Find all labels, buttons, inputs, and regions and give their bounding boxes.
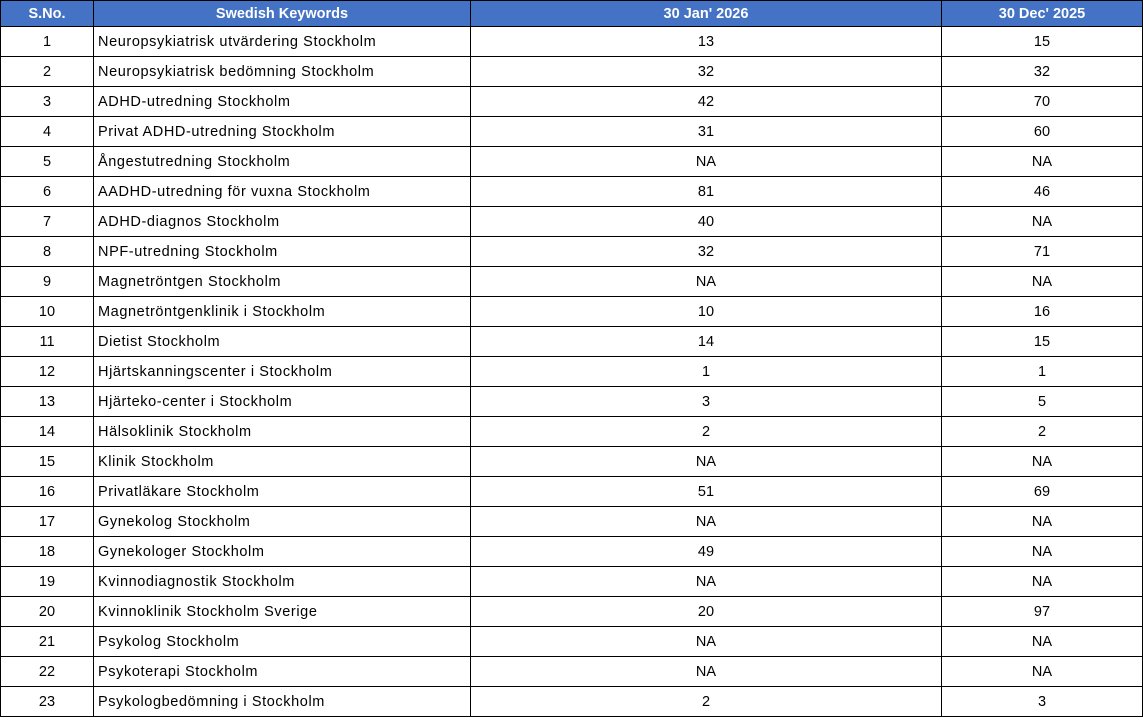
cell-jan: NA: [471, 627, 942, 657]
cell-jan: 13: [471, 27, 942, 57]
cell-keyword: Gynekologer Stockholm: [94, 537, 471, 567]
cell-dec: 71: [942, 237, 1143, 267]
cell-dec: NA: [942, 567, 1143, 597]
cell-dec: NA: [942, 537, 1143, 567]
cell-jan: 51: [471, 477, 942, 507]
header-jan-2026: 30 Jan' 2026: [471, 1, 942, 27]
cell-dec: 16: [942, 297, 1143, 327]
cell-sno: 1: [1, 27, 94, 57]
cell-jan: 3: [471, 387, 942, 417]
cell-jan: 14: [471, 327, 942, 357]
cell-keyword: Magnetröntgen Stockholm: [94, 267, 471, 297]
cell-jan: NA: [471, 567, 942, 597]
table-row: [1, 627, 1143, 657]
cell-keyword: Hjärteko-center i Stockholm: [94, 387, 471, 417]
cell-keyword: Kvinnoklinik Stockholm Sverige: [94, 597, 471, 627]
cell-sno: 22: [1, 657, 94, 687]
cell-sno: 2: [1, 57, 94, 87]
cell-dec: 15: [942, 27, 1143, 57]
cell-dec: NA: [942, 507, 1143, 537]
cell-keyword: Kvinnodiagnostik Stockholm: [94, 567, 471, 597]
cell-dec: 97: [942, 597, 1143, 627]
cell-dec: NA: [942, 207, 1143, 237]
cell-jan: NA: [471, 147, 942, 177]
cell-dec: 15: [942, 327, 1143, 357]
cell-sno: 5: [1, 147, 94, 177]
table-row: [1, 597, 1143, 627]
table-row: [1, 477, 1143, 507]
cell-dec: 60: [942, 117, 1143, 147]
cell-sno: 9: [1, 267, 94, 297]
table-row: [1, 177, 1143, 207]
cell-jan: NA: [471, 447, 942, 477]
cell-sno: 13: [1, 387, 94, 417]
table-row: [1, 507, 1143, 537]
cell-jan: 42: [471, 87, 942, 117]
cell-keyword: Magnetröntgenklinik i Stockholm: [94, 297, 471, 327]
cell-dec: 3: [942, 687, 1143, 717]
header-keyword: Swedish Keywords: [94, 1, 471, 27]
cell-dec: 46: [942, 177, 1143, 207]
cell-jan: 81: [471, 177, 942, 207]
cell-keyword: Dietist Stockholm: [94, 327, 471, 357]
cell-sno: 21: [1, 627, 94, 657]
cell-keyword: Psykoterapi Stockholm: [94, 657, 471, 687]
cell-sno: 3: [1, 87, 94, 117]
table-row: [1, 117, 1143, 147]
cell-dec: 2: [942, 417, 1143, 447]
cell-keyword: Klinik Stockholm: [94, 447, 471, 477]
cell-sno: 14: [1, 417, 94, 447]
cell-keyword: Gynekolog Stockholm: [94, 507, 471, 537]
cell-keyword: ADHD-diagnos Stockholm: [94, 207, 471, 237]
cell-dec: NA: [942, 267, 1143, 297]
cell-dec: 1: [942, 357, 1143, 387]
cell-sno: 11: [1, 327, 94, 357]
cell-dec: 69: [942, 477, 1143, 507]
cell-sno: 4: [1, 117, 94, 147]
cell-keyword: Psykologbedömning i Stockholm: [94, 687, 471, 717]
table-row: [1, 147, 1143, 177]
cell-sno: 16: [1, 477, 94, 507]
cell-jan: 32: [471, 57, 942, 87]
cell-sno: 7: [1, 207, 94, 237]
table-header-row: [1, 1, 1143, 27]
cell-jan: 20: [471, 597, 942, 627]
cell-jan: 10: [471, 297, 942, 327]
cell-sno: 12: [1, 357, 94, 387]
cell-keyword: Neuropsykiatrisk bedömning Stockholm: [94, 57, 471, 87]
cell-keyword: Neuropsykiatrisk utvärdering Stockholm: [94, 27, 471, 57]
table-body: [1, 0, 1143, 717]
cell-dec: NA: [942, 147, 1143, 177]
cell-keyword: Ångestutredning Stockholm: [94, 147, 471, 177]
cell-sno: 15: [1, 447, 94, 477]
cell-jan: 2: [471, 417, 942, 447]
cell-jan: 2: [471, 687, 942, 717]
cell-keyword: Hjärtskanningscenter i Stockholm: [94, 357, 471, 387]
table-row: [1, 27, 1143, 57]
cell-jan: NA: [471, 657, 942, 687]
cell-sno: 17: [1, 507, 94, 537]
cell-sno: 10: [1, 297, 94, 327]
cell-dec: 32: [942, 57, 1143, 87]
table-row: [1, 357, 1143, 387]
cell-dec: NA: [942, 627, 1143, 657]
cell-jan: 32: [471, 237, 942, 267]
cell-dec: NA: [942, 447, 1143, 477]
cell-keyword: ADHD-utredning Stockholm: [94, 87, 471, 117]
cell-keyword: Hälsoklinik Stockholm: [94, 417, 471, 447]
table-row: [1, 327, 1143, 357]
cell-jan: NA: [471, 507, 942, 537]
table-row: [1, 387, 1143, 417]
cell-keyword: Privat ADHD-utredning Stockholm: [94, 117, 471, 147]
cell-jan: 1: [471, 357, 942, 387]
cell-keyword: Psykolog Stockholm: [94, 627, 471, 657]
cell-jan: 31: [471, 117, 942, 147]
cell-sno: 8: [1, 237, 94, 267]
cell-keyword: Privatläkare Stockholm: [94, 477, 471, 507]
table-row: [1, 267, 1143, 297]
table-row: [1, 57, 1143, 87]
table-row: [1, 687, 1143, 717]
table-row: [1, 537, 1143, 567]
cell-sno: 6: [1, 177, 94, 207]
header-dec-2025: 30 Dec' 2025: [942, 1, 1143, 27]
cell-sno: 23: [1, 687, 94, 717]
table-row: [1, 567, 1143, 597]
table-row: [1, 87, 1143, 117]
cell-sno: 18: [1, 537, 94, 567]
cell-sno: 19: [1, 567, 94, 597]
cell-keyword: NPF-utredning Stockholm: [94, 237, 471, 267]
cell-dec: 70: [942, 87, 1143, 117]
cell-jan: 40: [471, 207, 942, 237]
header-sno: S.No.: [1, 1, 94, 27]
table-row: [1, 447, 1143, 477]
table-row: [1, 417, 1143, 447]
cell-dec: NA: [942, 657, 1143, 687]
cell-dec: 5: [942, 387, 1143, 417]
cell-sno: 20: [1, 597, 94, 627]
table-row: [1, 657, 1143, 687]
table-row: [1, 207, 1143, 237]
cell-keyword: AADHD-utredning för vuxna Stockholm: [94, 177, 471, 207]
cell-jan: 49: [471, 537, 942, 567]
table-row: [1, 237, 1143, 267]
table-row: [1, 297, 1143, 327]
cell-jan: NA: [471, 267, 942, 297]
